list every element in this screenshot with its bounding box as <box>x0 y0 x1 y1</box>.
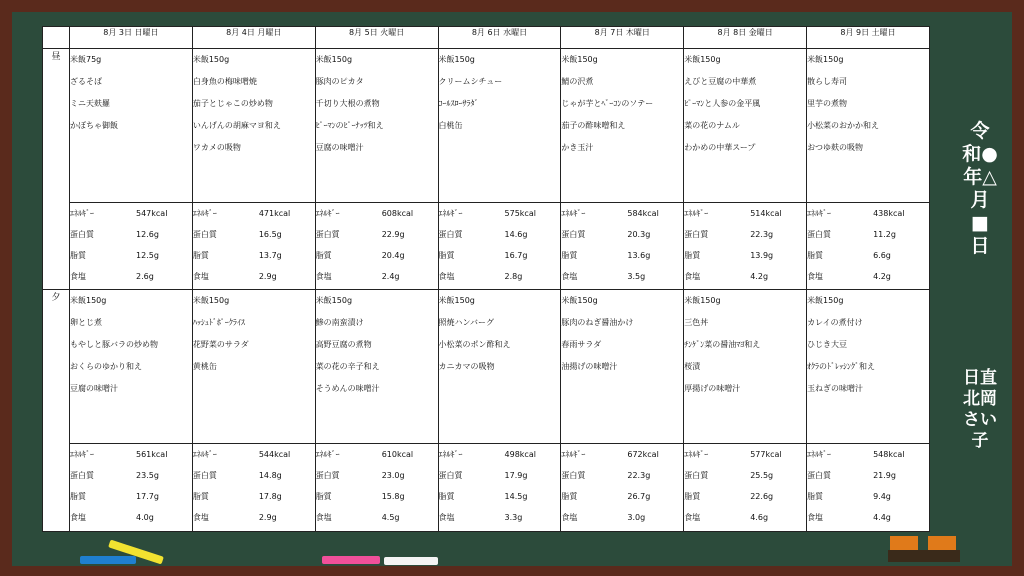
dinner-nutrition-row <box>43 444 930 532</box>
nutrition-value: 4.6g <box>750 513 769 523</box>
lunch-dishes-cell <box>807 48 930 202</box>
nutrition-label: 蛋白質 <box>438 229 463 239</box>
nutrition-row <box>70 507 192 528</box>
day-header: 8月 9日 土曜日 <box>807 27 930 49</box>
nutrition-value: 23.0g <box>381 471 405 481</box>
dish-item: 豚肉のピカタ <box>315 76 364 86</box>
nutrition-value: 26.7g <box>627 492 651 502</box>
dinner-nutrition-cell <box>192 444 315 532</box>
dish-item: 菜の花のナムル <box>684 120 740 130</box>
day-header: 8月 7日 木曜日 <box>561 27 684 49</box>
lunch-dishes-cell <box>684 48 807 202</box>
dish-item: 春雨サラダ <box>561 340 602 350</box>
nutrition-value: 471kcal <box>258 208 291 218</box>
nutrition-label: 脂質 <box>315 250 332 260</box>
nutrition-row <box>193 486 315 507</box>
nutrition-row <box>193 266 315 287</box>
nutrition-row <box>193 465 315 486</box>
day-header: 8月 6日 水曜日 <box>438 27 561 49</box>
dish-item: 花野菜のサラダ <box>192 340 249 350</box>
nutrition-row <box>316 266 438 287</box>
nutrition-label: 脂質 <box>315 492 332 502</box>
dish-item: 菜の花の辛子和え <box>315 362 380 372</box>
nutrition-value: 561kcal <box>136 450 168 460</box>
nutrition-value: 2.6g <box>136 271 154 281</box>
dinner-nutrition-cell <box>561 444 684 532</box>
dish-item: 米飯150g <box>315 54 353 64</box>
nutrition-value: 577kcal <box>750 450 782 460</box>
dish-item: 米飯150g <box>807 296 844 306</box>
nutrition-row <box>807 444 929 465</box>
nutrition-value: 25.5g <box>750 471 774 481</box>
lunch-nutrition-cell <box>807 202 930 290</box>
dish-item: 黄桃缶 <box>192 362 217 372</box>
nutrition-row <box>684 203 806 224</box>
nutrition-value: 3.5g <box>627 271 646 281</box>
corner-cell <box>43 27 70 49</box>
nutrition-label: ｴﾈﾙｷﾞｰ <box>561 450 586 460</box>
nutrition-value: 22.6g <box>750 492 774 502</box>
nutrition-value: 17.9g <box>504 471 528 481</box>
dish-item: 豆腐の味噌汁 <box>315 142 364 152</box>
dish-item: おくらのゆかり和え <box>70 362 142 372</box>
dinner-dishes-cell <box>192 290 315 444</box>
nutrition-row <box>439 203 561 224</box>
lunch-dishes-cell <box>315 48 438 202</box>
nutrition-row <box>684 465 806 486</box>
nutrition-value: 4.4g <box>873 513 891 523</box>
nutrition-row <box>316 224 438 245</box>
nutrition-row <box>807 465 929 486</box>
nutrition-row <box>807 224 929 245</box>
nutrition-label: ｴﾈﾙｷﾞｰ <box>70 450 94 460</box>
dish-item: クリームシチュー <box>438 76 503 86</box>
nutrition-row <box>70 245 192 266</box>
nutrition-row <box>70 486 192 507</box>
nutrition-label: 食塩 <box>70 513 86 523</box>
dish-item: 照焼ハンバーグ <box>438 318 494 328</box>
nutrition-row <box>807 245 929 266</box>
nutrition-row <box>561 245 683 266</box>
dinner-dishes-cell <box>684 290 807 444</box>
dish-item: 米飯150g <box>438 296 475 306</box>
nutrition-label: ｴﾈﾙｷﾞｰ <box>807 208 832 218</box>
nutrition-value: 2.9g <box>258 271 277 281</box>
nutrition-label: ｴﾈﾙｷﾞｰ <box>561 208 586 218</box>
lunch-dishes-cell <box>70 48 193 202</box>
nutrition-value: 12.6g <box>136 229 159 239</box>
dish-item: 玉ねぎの味噌汁 <box>807 384 864 394</box>
nutrition-label: ｴﾈﾙｷﾞｰ <box>192 208 217 218</box>
nutrition-label: 蛋白質 <box>561 229 586 239</box>
chalk-blue[interactable] <box>80 556 136 564</box>
nutrition-row <box>439 245 561 266</box>
nutrition-value: 3.3g <box>504 513 523 523</box>
nutrition-label: ｴﾈﾙｷﾞｰ <box>192 450 217 460</box>
nutrition-label: 蛋白質 <box>684 471 709 481</box>
nutrition-row <box>193 245 315 266</box>
dish-item: ひじき大豆 <box>807 340 848 350</box>
nutrition-label: 食塩 <box>561 513 578 523</box>
nutrition-label: ｴﾈﾙｷﾞｰ <box>315 208 340 218</box>
nutrition-label: ｴﾈﾙｷﾞｰ <box>70 208 94 218</box>
dish-item: 千切り大根の煮物 <box>315 98 380 108</box>
menu-table <box>42 26 930 532</box>
nutrition-row <box>316 465 438 486</box>
nutrition-value: 498kcal <box>504 450 536 460</box>
nutrition-label: 脂質 <box>438 250 455 260</box>
dish-item: 鯵の南蛮漬け <box>315 318 364 328</box>
dish-item: おつゆ麸の吸物 <box>807 142 863 152</box>
nutrition-label: 蛋白質 <box>192 229 217 239</box>
nutrition-label: ｴﾈﾙｷﾞｰ <box>807 450 832 460</box>
nutrition-label: 食塩 <box>70 271 86 281</box>
dish-item: ﾁﾝｹﾞﾝ菜の醤油ﾏﾖ和え <box>684 340 761 350</box>
nutrition-row <box>561 444 683 465</box>
dish-item: 厚揚げの味噌汁 <box>684 384 741 394</box>
dish-item: 白身魚の梅味噌焼 <box>192 76 257 86</box>
nutrition-value: 9.4g <box>873 492 891 502</box>
nutrition-value: 548kcal <box>873 450 905 460</box>
nutrition-label: 脂質 <box>561 492 578 502</box>
nutrition-value: 16.5g <box>258 229 282 239</box>
nutrition-row <box>439 465 561 486</box>
nutrition-value: 4.2g <box>873 271 891 281</box>
dish-item: 米飯150g <box>561 54 598 64</box>
nutrition-label: 脂質 <box>438 492 455 502</box>
dish-item: 米飯150g <box>70 296 107 306</box>
nutrition-row <box>316 203 438 224</box>
nutrition-label: 脂質 <box>192 492 209 502</box>
nutrition-value: 610kcal <box>381 450 414 460</box>
nutrition-value: 6.6g <box>873 250 891 260</box>
dinner-nutrition-cell <box>438 444 561 532</box>
nutrition-label: ｴﾈﾙｷﾞｰ <box>438 450 463 460</box>
lunch-dishes-cell <box>438 48 561 202</box>
nutrition-label: ｴﾈﾙｷﾞｰ <box>315 450 340 460</box>
nutrition-row <box>439 486 561 507</box>
nutrition-label: 食塩 <box>684 271 701 281</box>
dish-item: 三色丼 <box>684 318 709 328</box>
nutrition-label: 食塩 <box>315 513 332 523</box>
dinner-dishes-cell <box>438 290 561 444</box>
chalk-pink[interactable] <box>322 556 380 564</box>
nutrition-row <box>561 203 683 224</box>
dish-item: カニカマの吸物 <box>438 362 495 372</box>
nutrition-label: 蛋白質 <box>70 229 94 239</box>
dish-item: 米飯150g <box>192 54 230 64</box>
nutrition-row <box>70 203 192 224</box>
nutrition-label: 食塩 <box>192 271 209 281</box>
dish-item: 小松菜のポン酢和え <box>438 340 511 350</box>
nutrition-value: 672kcal <box>627 450 659 460</box>
dish-item: ｵｸﾗのﾄﾞﾚｯｼﾝｸﾞ和え <box>807 362 876 372</box>
nutrition-row <box>70 465 192 486</box>
nutrition-value: 4.2g <box>750 271 769 281</box>
nutrition-value: 3.0g <box>627 513 646 523</box>
day-header: 8月 8日 金曜日 <box>684 27 807 49</box>
nutrition-value: 438kcal <box>873 208 905 218</box>
dish-item: ﾋﾟｰﾏﾝと人参の金平風 <box>684 98 761 108</box>
dish-item: ﾋﾟｰﾏﾝのﾋﾟｰﾅｯﾂ和え <box>315 120 384 130</box>
nutrition-value: 14.5g <box>504 492 528 502</box>
nutrition-label: 蛋白質 <box>315 229 340 239</box>
dish-item: 米飯150g <box>807 54 844 64</box>
dish-item: ｺｰﾙｽﾛｰｻﾗﾀﾞ <box>438 98 479 108</box>
nutrition-value: 2.8g <box>504 271 523 281</box>
dish-item: 高野豆腐の煮物 <box>315 340 372 350</box>
nutrition-label: 食塩 <box>438 513 455 523</box>
dish-item: ざるそば <box>70 76 102 86</box>
nutrition-row <box>70 266 192 287</box>
dish-item: 米飯150g <box>561 296 598 306</box>
nutrition-value: 22.9g <box>381 229 405 239</box>
nutrition-label: 食塩 <box>315 271 332 281</box>
nutrition-value: 2.9g <box>258 513 277 523</box>
dish-item: 茄子の酢味噌和え <box>561 120 626 130</box>
nutrition-row <box>684 486 806 507</box>
nutrition-label: ｴﾈﾙｷﾞｰ <box>684 450 709 460</box>
dish-item: 里芋の煮物 <box>807 98 848 108</box>
nutrition-row <box>439 224 561 245</box>
nutrition-value: 20.4g <box>381 250 405 260</box>
nutrition-value: 13.9g <box>750 250 774 260</box>
nutrition-value: 4.0g <box>136 513 154 523</box>
date-header-row <box>43 27 930 49</box>
nutrition-label: 蛋白質 <box>684 229 709 239</box>
nutrition-row <box>193 203 315 224</box>
meal-label-lunch: 昼 <box>43 48 70 290</box>
nutrition-row <box>684 444 806 465</box>
nutrition-value: 22.3g <box>750 229 774 239</box>
nutrition-row <box>561 486 683 507</box>
dinner-dishes-row <box>43 290 930 444</box>
lunch-nutrition-cell <box>70 202 193 290</box>
nutrition-row <box>684 224 806 245</box>
nutrition-value: 17.7g <box>136 492 159 502</box>
nutrition-label: 脂質 <box>561 250 578 260</box>
dish-item: 米飯75g <box>70 54 102 64</box>
nutrition-value: 13.7g <box>258 250 282 260</box>
dish-item: カレイの煮付け <box>807 318 863 328</box>
lunch-dishes-cell <box>561 48 684 202</box>
nutrition-label: 脂質 <box>70 492 86 502</box>
nutrition-row <box>561 224 683 245</box>
dinner-dishes-cell <box>807 290 930 444</box>
nutrition-row <box>193 507 315 528</box>
nutrition-row <box>807 507 929 528</box>
nutrition-value: 20.3g <box>627 229 651 239</box>
nutrition-value: 608kcal <box>381 208 414 218</box>
dish-item: 油揚げの味噌汁 <box>561 362 618 372</box>
lunch-nutrition-cell <box>315 202 438 290</box>
nutrition-row <box>439 266 561 287</box>
eraser-top-right <box>928 536 956 550</box>
dinner-dishes-cell <box>70 290 193 444</box>
nutrition-row <box>439 507 561 528</box>
lunch-dishes-cell <box>192 48 315 202</box>
eraser-top-left <box>890 536 918 550</box>
nutrition-row <box>70 224 192 245</box>
nutrition-label: 脂質 <box>807 492 824 502</box>
nutrition-label: 脂質 <box>70 250 86 260</box>
nutrition-value: 514kcal <box>750 208 782 218</box>
nutrition-row <box>316 245 438 266</box>
menu-sheet <box>42 26 930 532</box>
nutrition-row <box>684 245 806 266</box>
lunch-nutrition-cell <box>438 202 561 290</box>
nutrition-row <box>316 486 438 507</box>
nutrition-row <box>561 266 683 287</box>
day-header: 8月 5日 火曜日 <box>315 27 438 49</box>
lunch-nutrition-cell <box>684 202 807 290</box>
nutrition-label: ｴﾈﾙｷﾞｰ <box>684 208 709 218</box>
nutrition-row <box>684 266 806 287</box>
nutrition-label: 蛋白質 <box>807 229 832 239</box>
duty-signature <box>962 368 1014 452</box>
dinner-dishes-cell <box>561 290 684 444</box>
dish-item: 米飯150g <box>684 54 721 64</box>
nutrition-label: 蛋白質 <box>192 471 217 481</box>
chalk-white[interactable] <box>384 557 438 565</box>
dinner-nutrition-cell <box>315 444 438 532</box>
nutrition-value: 14.6g <box>504 229 528 239</box>
nutrition-value: 17.8g <box>258 492 282 502</box>
nutrition-row <box>193 224 315 245</box>
nutrition-label: 蛋白質 <box>807 471 832 481</box>
nutrition-value: 11.2g <box>873 229 896 239</box>
nutrition-row <box>807 486 929 507</box>
nutrition-label: 脂質 <box>684 250 701 260</box>
nutrition-value: 575kcal <box>504 208 536 218</box>
dinner-dishes-cell <box>315 290 438 444</box>
nutrition-label: 蛋白質 <box>438 471 463 481</box>
dish-item: 卵とじ煮 <box>70 318 102 328</box>
nutrition-value: 584kcal <box>627 208 659 218</box>
dish-item: 桜漬 <box>684 362 701 372</box>
lunch-nutrition-cell <box>192 202 315 290</box>
dish-item: 米飯150g <box>315 296 353 306</box>
dish-item: かぼちゃ御飯 <box>70 120 118 130</box>
eraser[interactable] <box>888 536 960 562</box>
nutrition-row <box>807 203 929 224</box>
nutrition-value: 22.3g <box>627 471 651 481</box>
nutrition-label: 食塩 <box>561 271 578 281</box>
nutrition-label: 脂質 <box>684 492 701 502</box>
nutrition-value: 15.8g <box>381 492 405 502</box>
nutrition-row <box>316 507 438 528</box>
nutrition-label: 食塩 <box>684 513 701 523</box>
nutrition-row <box>684 507 806 528</box>
dish-item: 豚肉のねぎ醤油かけ <box>561 318 634 328</box>
dish-item: 小松菜のおかか和え <box>807 120 880 130</box>
lunch-nutrition-cell <box>561 202 684 290</box>
nutrition-row <box>561 465 683 486</box>
dish-item: 米飯150g <box>438 54 475 64</box>
dish-item: 散らし寿司 <box>807 76 848 86</box>
eraser-base <box>888 550 960 562</box>
dinner-nutrition-cell <box>70 444 193 532</box>
nutrition-label: 脂質 <box>807 250 824 260</box>
dish-item: わかめの中華スープ <box>684 142 756 152</box>
nutrition-value: 23.5g <box>136 471 159 481</box>
nutrition-value: 4.5g <box>381 513 400 523</box>
dish-item: 茄子とじゃこの炒め物 <box>192 98 273 108</box>
nutrition-label: 脂質 <box>192 250 209 260</box>
nutrition-row <box>193 444 315 465</box>
nutrition-value: 544kcal <box>258 450 291 460</box>
nutrition-value: 14.8g <box>258 471 282 481</box>
lunch-dishes-row <box>43 48 930 202</box>
nutrition-row <box>70 444 192 465</box>
dish-item: かき玉汁 <box>561 142 594 152</box>
dish-item: そうめんの味噌汁 <box>315 384 380 394</box>
nutrition-label: 食塩 <box>807 271 824 281</box>
nutrition-label: 蛋白質 <box>315 471 340 481</box>
nutrition-label: 蛋白質 <box>561 471 586 481</box>
nutrition-value: 13.6g <box>627 250 651 260</box>
nutrition-label: 食塩 <box>192 513 209 523</box>
nutrition-value: 12.5g <box>136 250 159 260</box>
dish-item: もやしと豚バラの炒め物 <box>70 340 158 350</box>
dish-item: 鯖の沢煮 <box>561 76 594 86</box>
nutrition-row <box>316 444 438 465</box>
dish-item: 豆腐の味噌汁 <box>70 384 118 394</box>
nutrition-value: 21.9g <box>873 471 896 481</box>
dish-item: ワカメの吸物 <box>192 142 241 152</box>
dish-item: いんげんの胡麻マヨ和え <box>192 120 281 130</box>
nutrition-label: ｴﾈﾙｷﾞｰ <box>438 208 463 218</box>
meal-label-dinner: 夕 <box>43 290 70 532</box>
nutrition-label: 蛋白質 <box>70 471 94 481</box>
dish-item: じゃが芋とﾍﾞｰｺﾝのソテー <box>561 98 654 108</box>
date-title <box>962 120 998 258</box>
nutrition-label: 食塩 <box>438 271 455 281</box>
nutrition-value: 2.4g <box>381 271 400 281</box>
day-header: 8月 4日 月曜日 <box>192 27 315 49</box>
nutrition-row <box>561 507 683 528</box>
dish-item: 米飯150g <box>684 296 721 306</box>
date-title-text: 令和●年△月■日 <box>962 120 998 257</box>
nutrition-label: 食塩 <box>807 513 824 523</box>
day-header: 8月 3日 日曜日 <box>70 27 193 49</box>
duty-signature-text: 日直 北岡 さい子 <box>963 368 1014 451</box>
dinner-nutrition-cell <box>684 444 807 532</box>
dish-item: 白桃缶 <box>438 120 463 130</box>
nutrition-row <box>807 266 929 287</box>
dish-item: ミニ天麸羅 <box>70 98 110 108</box>
dinner-nutrition-cell <box>807 444 930 532</box>
dish-item: ﾊｯｼｭﾄﾞﾎﾟｰｸﾗｲｽ <box>192 318 245 328</box>
dish-item: えびと豆腐の中華煮 <box>684 76 757 86</box>
dish-item: 米飯150g <box>192 296 230 306</box>
nutrition-value: 16.7g <box>504 250 528 260</box>
nutrition-row <box>439 444 561 465</box>
lunch-nutrition-row <box>43 202 930 290</box>
nutrition-value: 547kcal <box>136 208 168 218</box>
